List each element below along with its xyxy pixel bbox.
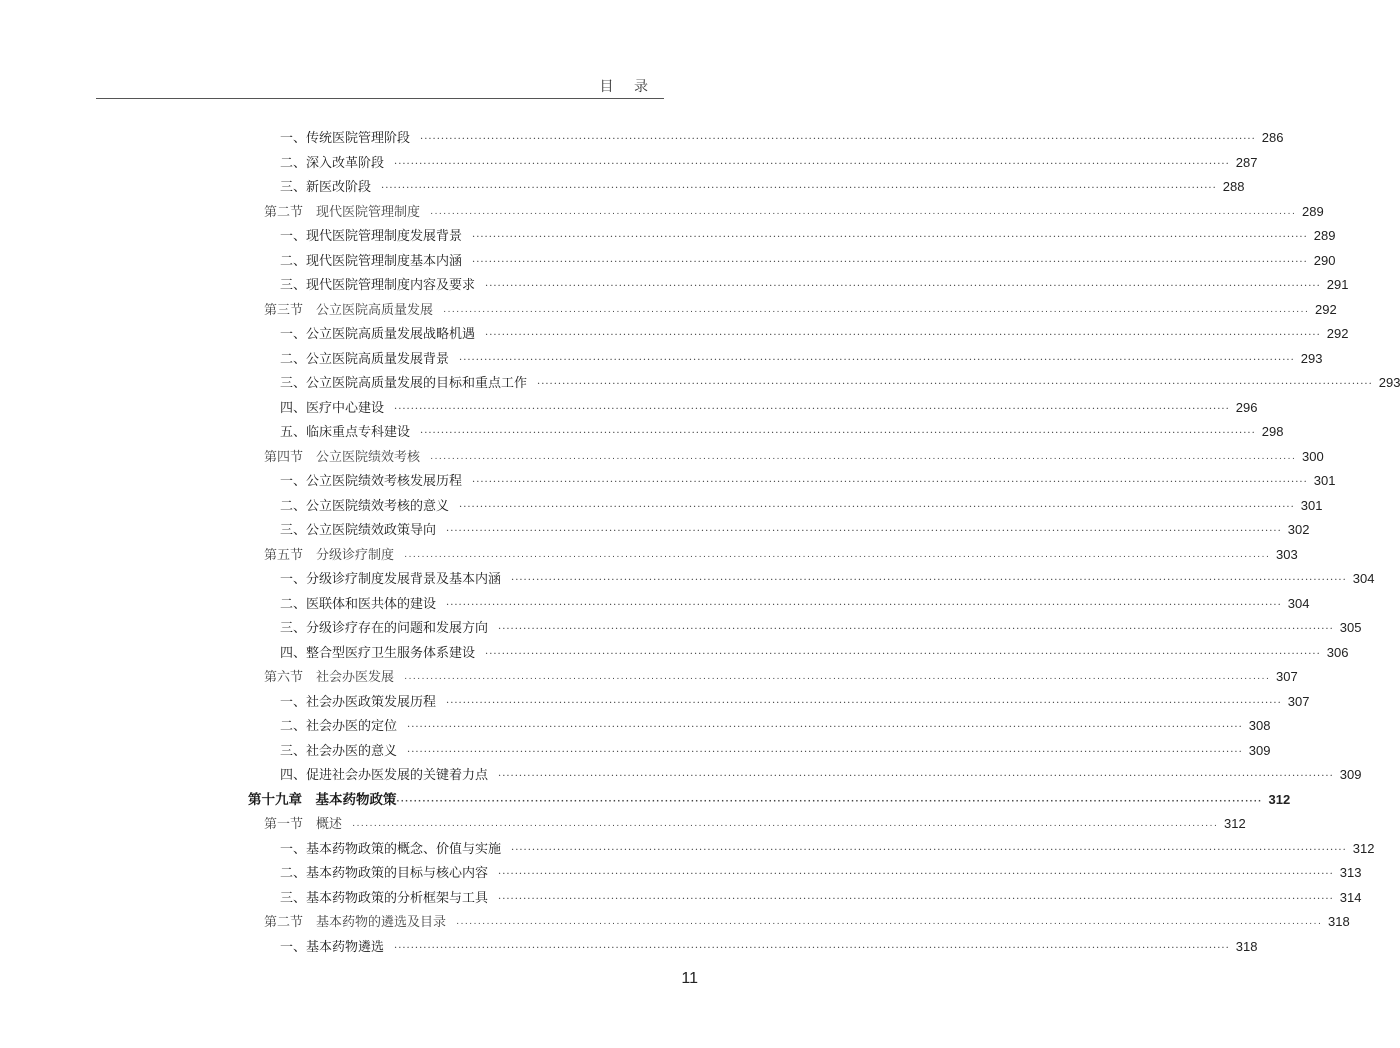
toc-entry-page: 289 [1302,203,1324,219]
toc-item-row[interactable] [280,224,1336,249]
toc-entry-page: 290 [1313,252,1336,268]
toc-entry-label: 三、公立医院高质量发展的目标和重点工作 [280,376,528,391]
toc-entry-label: 第五节 分级诊疗制度 [264,546,395,562]
dot-leader: ········································································································································································································ [537,379,1373,390]
dot-leader: ········································································································································································································ [472,256,1308,268]
dot-leader: ········································································································································································································ [472,232,1308,243]
toc-entry-label: 一、现代医院管理制度发展背景 [280,229,463,244]
toc-item-row[interactable] [280,616,1362,641]
toc-entry-page: 287 [1235,154,1258,170]
toc-item-row[interactable] [280,249,1336,274]
toc-entry-page: 292 [1315,301,1337,317]
toc-entry-label: 三、基本药物政策的分析框架与工具 [280,890,489,906]
toc-entry-page: 302 [1287,522,1310,537]
toc-item-row[interactable] [280,371,1400,396]
toc-entry-label: 二、公立医院绩效考核的意义 [280,498,450,514]
toc-entry-page: 292 [1326,326,1349,341]
toc-section-row[interactable] [264,298,1337,323]
dot-leader: ········································································································································································································ [485,330,1321,341]
toc-entry-label: 三、新医改阶段 [280,180,372,195]
toc-entry-page: 313 [1339,865,1362,880]
table-of-contents [0,126,1400,959]
toc-item-row[interactable] [280,690,1310,715]
toc-item-row[interactable] [280,396,1258,421]
toc-entry-page: 304 [1352,571,1375,586]
toc-item-row[interactable] [280,739,1271,764]
toc-section-row[interactable] [264,543,1298,568]
dot-leader: ········································································································································································································ [381,183,1217,194]
toc-entry-page: 301 [1313,473,1336,488]
toc-entry-label: 一、社会办医政策发展历程 [280,694,437,710]
toc-entry-label: 三、社会办医的意义 [280,743,398,759]
dot-leader: ········································································································································································································ [396,795,1263,807]
dot-leader: ········································································································································································································ [420,428,1256,439]
toc-entry-page: 289 [1313,228,1336,243]
dot-leader: ········································································································································································································ [407,746,1243,758]
toc-entry-label: 二、现代医院管理制度基本内涵 [280,253,463,269]
dot-leader: ········································································································································································································ [404,550,1271,562]
dot-leader: ········································································································································································································ [459,354,1295,366]
toc-entry-page: 288 [1222,179,1245,194]
toc-item-row[interactable] [280,494,1323,519]
dot-leader: ········································································································································································································ [394,942,1230,954]
toc-entry-page: 308 [1248,718,1271,733]
toc-section-row[interactable] [264,665,1298,690]
toc-entry-label: 五、临床重点专科建设 [280,425,411,440]
toc-entry-page: 293 [1378,375,1400,390]
dot-leader: ········································································································································································································ [394,158,1230,170]
dot-leader: ········································································································································································································ [511,575,1347,586]
dot-leader: ········································································································································································································ [394,403,1230,415]
toc-item-row[interactable] [280,861,1362,886]
toc-item-row[interactable] [280,126,1284,151]
toc-item-row[interactable] [280,886,1362,911]
dot-leader: ········································································································································································································ [498,771,1334,782]
dot-leader: ········································································································································································································ [407,722,1243,733]
toc-entry-label: 三、现代医院管理制度内容及要求 [280,278,476,293]
toc-item-row[interactable] [280,469,1336,494]
toc-item-row[interactable] [280,273,1349,298]
dot-leader: ········································································································································································································ [485,281,1321,292]
toc-entry-page: 301 [1300,497,1323,513]
dot-leader: ········································································································································································································ [443,305,1310,317]
toc-entry-label: 一、分级诊疗制度发展背景及基本内涵 [280,572,502,587]
toc-item-row[interactable] [280,641,1349,666]
toc-item-row[interactable] [280,763,1362,788]
dot-leader: ········································································································································································································ [430,207,1297,219]
dot-leader: ········································································································································································································ [446,526,1282,537]
dot-leader: ········································································································································································································ [446,599,1282,611]
toc-item-row[interactable] [280,935,1258,960]
page-number: 11 [681,970,698,987]
toc-entry-page: 300 [1302,448,1324,464]
toc-entry-label: 四、促进社会办医发展的关键着力点 [280,768,489,783]
toc-entry-label: 四、医疗中心建设 [280,400,385,416]
toc-entry-page: 306 [1326,644,1349,660]
toc-item-row[interactable] [280,322,1349,347]
toc-entry-page: 307 [1276,669,1298,684]
toc-section-row[interactable] [264,445,1324,470]
toc-section-row[interactable] [264,812,1246,837]
toc-item-row[interactable] [280,420,1284,445]
toc-chapter-row[interactable] [248,788,1291,813]
toc-entry-page: 307 [1287,693,1310,709]
toc-entry-page: 309 [1248,742,1271,758]
toc-entry-label: 二、深入改革阶段 [280,155,385,171]
dot-leader: ········································································································································································································ [430,452,1297,464]
toc-item-row[interactable] [280,175,1245,200]
toc-entry-label: 二、公立医院高质量发展背景 [280,351,450,367]
dot-leader: ········································································································································································································ [404,673,1271,684]
toc-entry-label: 第二节 基本药物的遴选及目录 [264,914,447,929]
header-rule [96,98,664,99]
toc-item-row[interactable] [280,567,1375,592]
toc-entry-page: 303 [1276,546,1298,562]
toc-entry-page: 312 [1352,840,1375,856]
toc-item-row[interactable] [280,347,1323,372]
dot-leader: ········································································································································································································ [511,844,1347,856]
toc-entry-page: 309 [1339,767,1362,782]
toc-entry-label: 第一节 概述 [264,816,343,831]
toc-entry-label: 第三节 公立医院高质量发展 [264,301,434,317]
toc-entry-page: 286 [1261,130,1284,145]
dot-leader: ········································································································································································································ [446,697,1282,709]
toc-entry-label: 一、传统医院管理阶段 [280,131,411,146]
dot-leader: ········································································································································································································ [485,648,1321,660]
toc-entry-label: 一、基本药物政策的概念、价值与实施 [280,841,502,857]
toc-entry-label: 一、基本药物遴选 [280,939,385,955]
dot-leader: ········································································································································································································ [472,477,1308,488]
toc-entry-page: 312 [1224,816,1246,831]
toc-entry-label: 一、公立医院高质量发展战略机遇 [280,327,476,342]
toc-item-row[interactable] [280,714,1271,739]
toc-entry-label: 二、社会办医的定位 [280,719,398,734]
toc-item-row[interactable] [280,592,1310,617]
dot-leader: ········································································································································································································ [498,624,1334,635]
toc-entry-label: 二、医联体和医共体的建设 [280,596,437,612]
toc-entry-label: 第二节 现代医院管理制度 [264,203,421,219]
toc-entry-page: 298 [1261,424,1284,439]
toc-entry-page: 314 [1339,889,1362,905]
toc-entry-label: 第四节 公立医院绩效考核 [264,448,421,464]
toc-entry-page: 296 [1235,399,1258,415]
toc-entry-label: 三、公立医院绩效政策导向 [280,523,437,538]
toc-section-row[interactable] [264,200,1324,225]
toc-item-row[interactable] [280,151,1258,176]
toc-entry-label: 第十九章 基本药物政策 [248,791,397,807]
toc-entry-label: 一、公立医院绩效考核发展历程 [280,474,463,489]
toc-item-row[interactable] [280,837,1375,862]
dot-leader: ········································································································································································································ [352,820,1219,831]
toc-entry-page: 293 [1300,350,1323,366]
dot-leader: ········································································································································································································ [498,893,1334,905]
toc-entry-page: 305 [1339,620,1362,635]
dot-leader: ········································································································································································································ [456,918,1323,929]
toc-entry-label: 四、整合型医疗卫生服务体系建设 [280,645,476,661]
toc-section-row[interactable] [264,910,1350,935]
dot-leader: ········································································································································································································ [459,501,1295,513]
toc-item-row[interactable] [280,518,1310,543]
toc-entry-page: 304 [1287,595,1310,611]
running-header-title: 目 录 [599,79,656,95]
dot-leader: ········································································································································································································ [498,869,1334,880]
toc-entry-page: 291 [1326,277,1349,292]
toc-entry-label: 二、基本药物政策的目标与核心内容 [280,866,489,881]
toc-entry-label: 第六节 社会办医发展 [264,669,395,684]
toc-entry-page: 312 [1268,791,1291,807]
toc-entry-page: 318 [1235,938,1258,954]
toc-entry-label: 三、分级诊疗存在的问题和发展方向 [280,621,489,636]
toc-entry-page: 318 [1328,914,1350,929]
dot-leader: ········································································································································································································ [420,134,1256,145]
